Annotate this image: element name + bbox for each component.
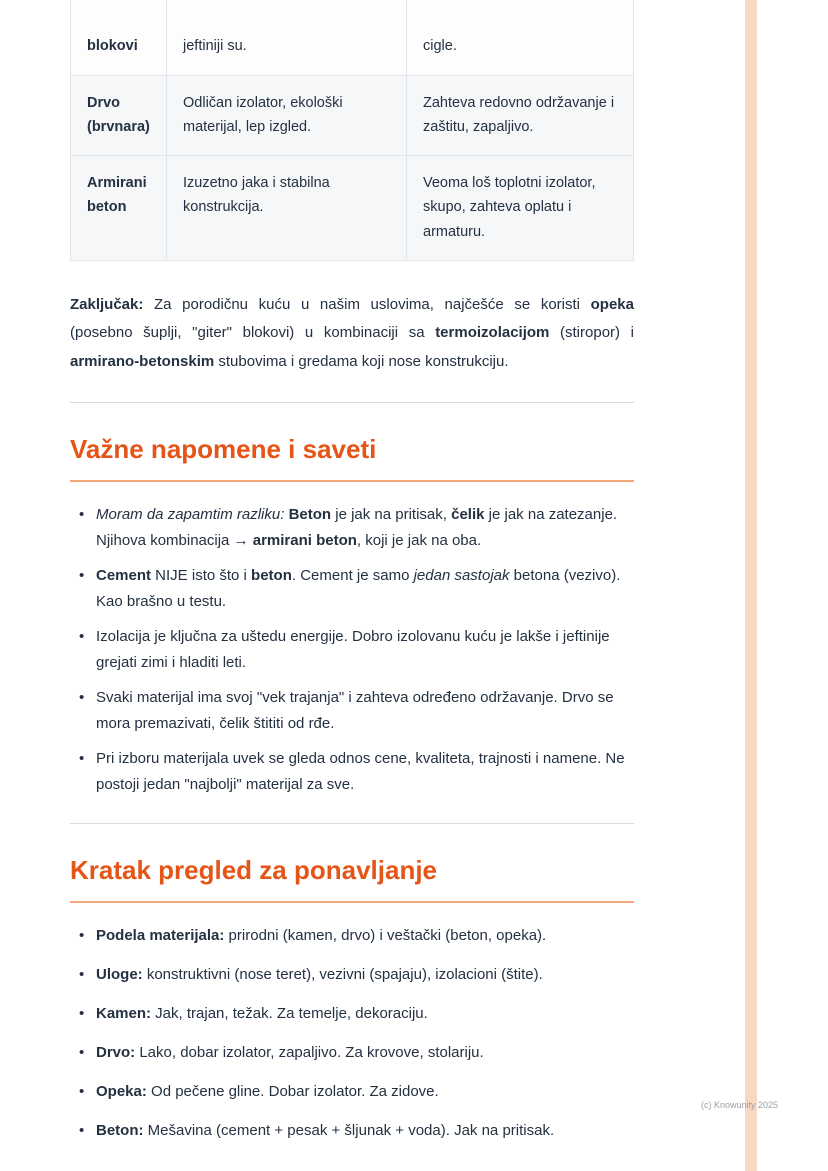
table-cell-cons: Zahteva redovno održavanje i zaštitu, zapaljivo.	[407, 75, 634, 155]
table-row	[71, 155, 634, 260]
section-divider	[70, 402, 634, 403]
page-content	[70, 0, 634, 1157]
section-divider	[70, 823, 634, 824]
bullet-item: • Podela materijala: prirodni (kamen, drvo) i veštački (beton, opeka).	[70, 923, 634, 949]
summary-bullet-list	[70, 923, 634, 1144]
bullet-item: • Drvo: Lako, dobar izolator, zapaljivo. Za krovove, stolariju.	[70, 1040, 634, 1066]
section-summary	[70, 856, 634, 1144]
bullet-item: • Pri izboru materijala uvek se gleda odnos cene, kvaliteta, trajnosti i namene. Ne postoji jedan "najbolji" materijal za sve.	[70, 746, 634, 798]
right-accent-stripe	[745, 0, 757, 1171]
table-cell-cons: Veoma loš toplotni izolator, skupo, zahteva oplatu i armaturu.	[407, 155, 634, 260]
table-cell-cons: cigle.	[407, 0, 634, 75]
bullet-item: • Cement NIJE isto što i beton. Cement je samo jedan sastojak betona (vezivo). Kao brašno u testu.	[70, 563, 634, 615]
bullet-item: • Uloge: konstruktivni (nose teret), vezivni (spajaju), izolacioni (štite).	[70, 962, 634, 988]
section-notes	[70, 435, 634, 797]
table-row	[71, 0, 634, 75]
bullet-item: • Svaki materijal ima svoj "vek trajanja" i zahteva određeno održavanje. Drvo se mora premazivati, čelik štititi od rđe.	[70, 685, 634, 737]
table-cell-pros: Odličan izolator, ekološki materijal, lep izgled.	[167, 75, 407, 155]
table-row	[71, 75, 634, 155]
bullet-item: • Opeka: Od pečene gline. Dobar izolator. Za zidove.	[70, 1079, 634, 1105]
bullet-item: • Kamen: Jak, trajan, težak. Za temelje, dekoraciju.	[70, 1001, 634, 1027]
notes-bullet-list	[70, 502, 634, 797]
table-cell-pros: Izuzetno jaka i stabilna konstrukcija.	[167, 155, 407, 260]
section-title-summary: Kratak pregled za ponavljanje	[70, 856, 634, 903]
bullet-item: • Beton: Mešavina (cement + pesak + šljunak + voda). Jak na pritisak.	[70, 1118, 634, 1144]
bullet-item: • Izolacija je ključna za uštedu energije. Dobro izolovanu kuću je lakše i jeftinije grejati zimi i hladiti leti.	[70, 624, 634, 676]
copyright-footer: (c) Knowunity 2025	[700, 1100, 778, 1110]
section-title-notes: Važne napomene i saveti	[70, 435, 634, 482]
table-cell-material: Drvo (brvnara)	[71, 75, 167, 155]
materials-comparison-table	[70, 0, 634, 261]
table-cell-material: blokovi	[71, 0, 167, 75]
bullet-item: • Moram da zapamtim razliku: Beton je jak na pritisak, čelik je jak na zatezanje. Njihova kombinacija → armirani beton, koji je jak na oba.	[70, 502, 634, 554]
conclusion-paragraph: Zaključak: Za porodičnu kuću u našim uslovima, najčešće se koristi opeka (posebno šuplji, "giter" blokovi) u kombinaciji sa termoizolacijom (stiropor) i armirano-betonskim stubovima i gredama koji nose konstrukciju.	[70, 295, 634, 370]
table-cell-material: Armirani beton	[71, 155, 167, 260]
table-cell-pros: jeftiniji su.	[167, 0, 407, 75]
